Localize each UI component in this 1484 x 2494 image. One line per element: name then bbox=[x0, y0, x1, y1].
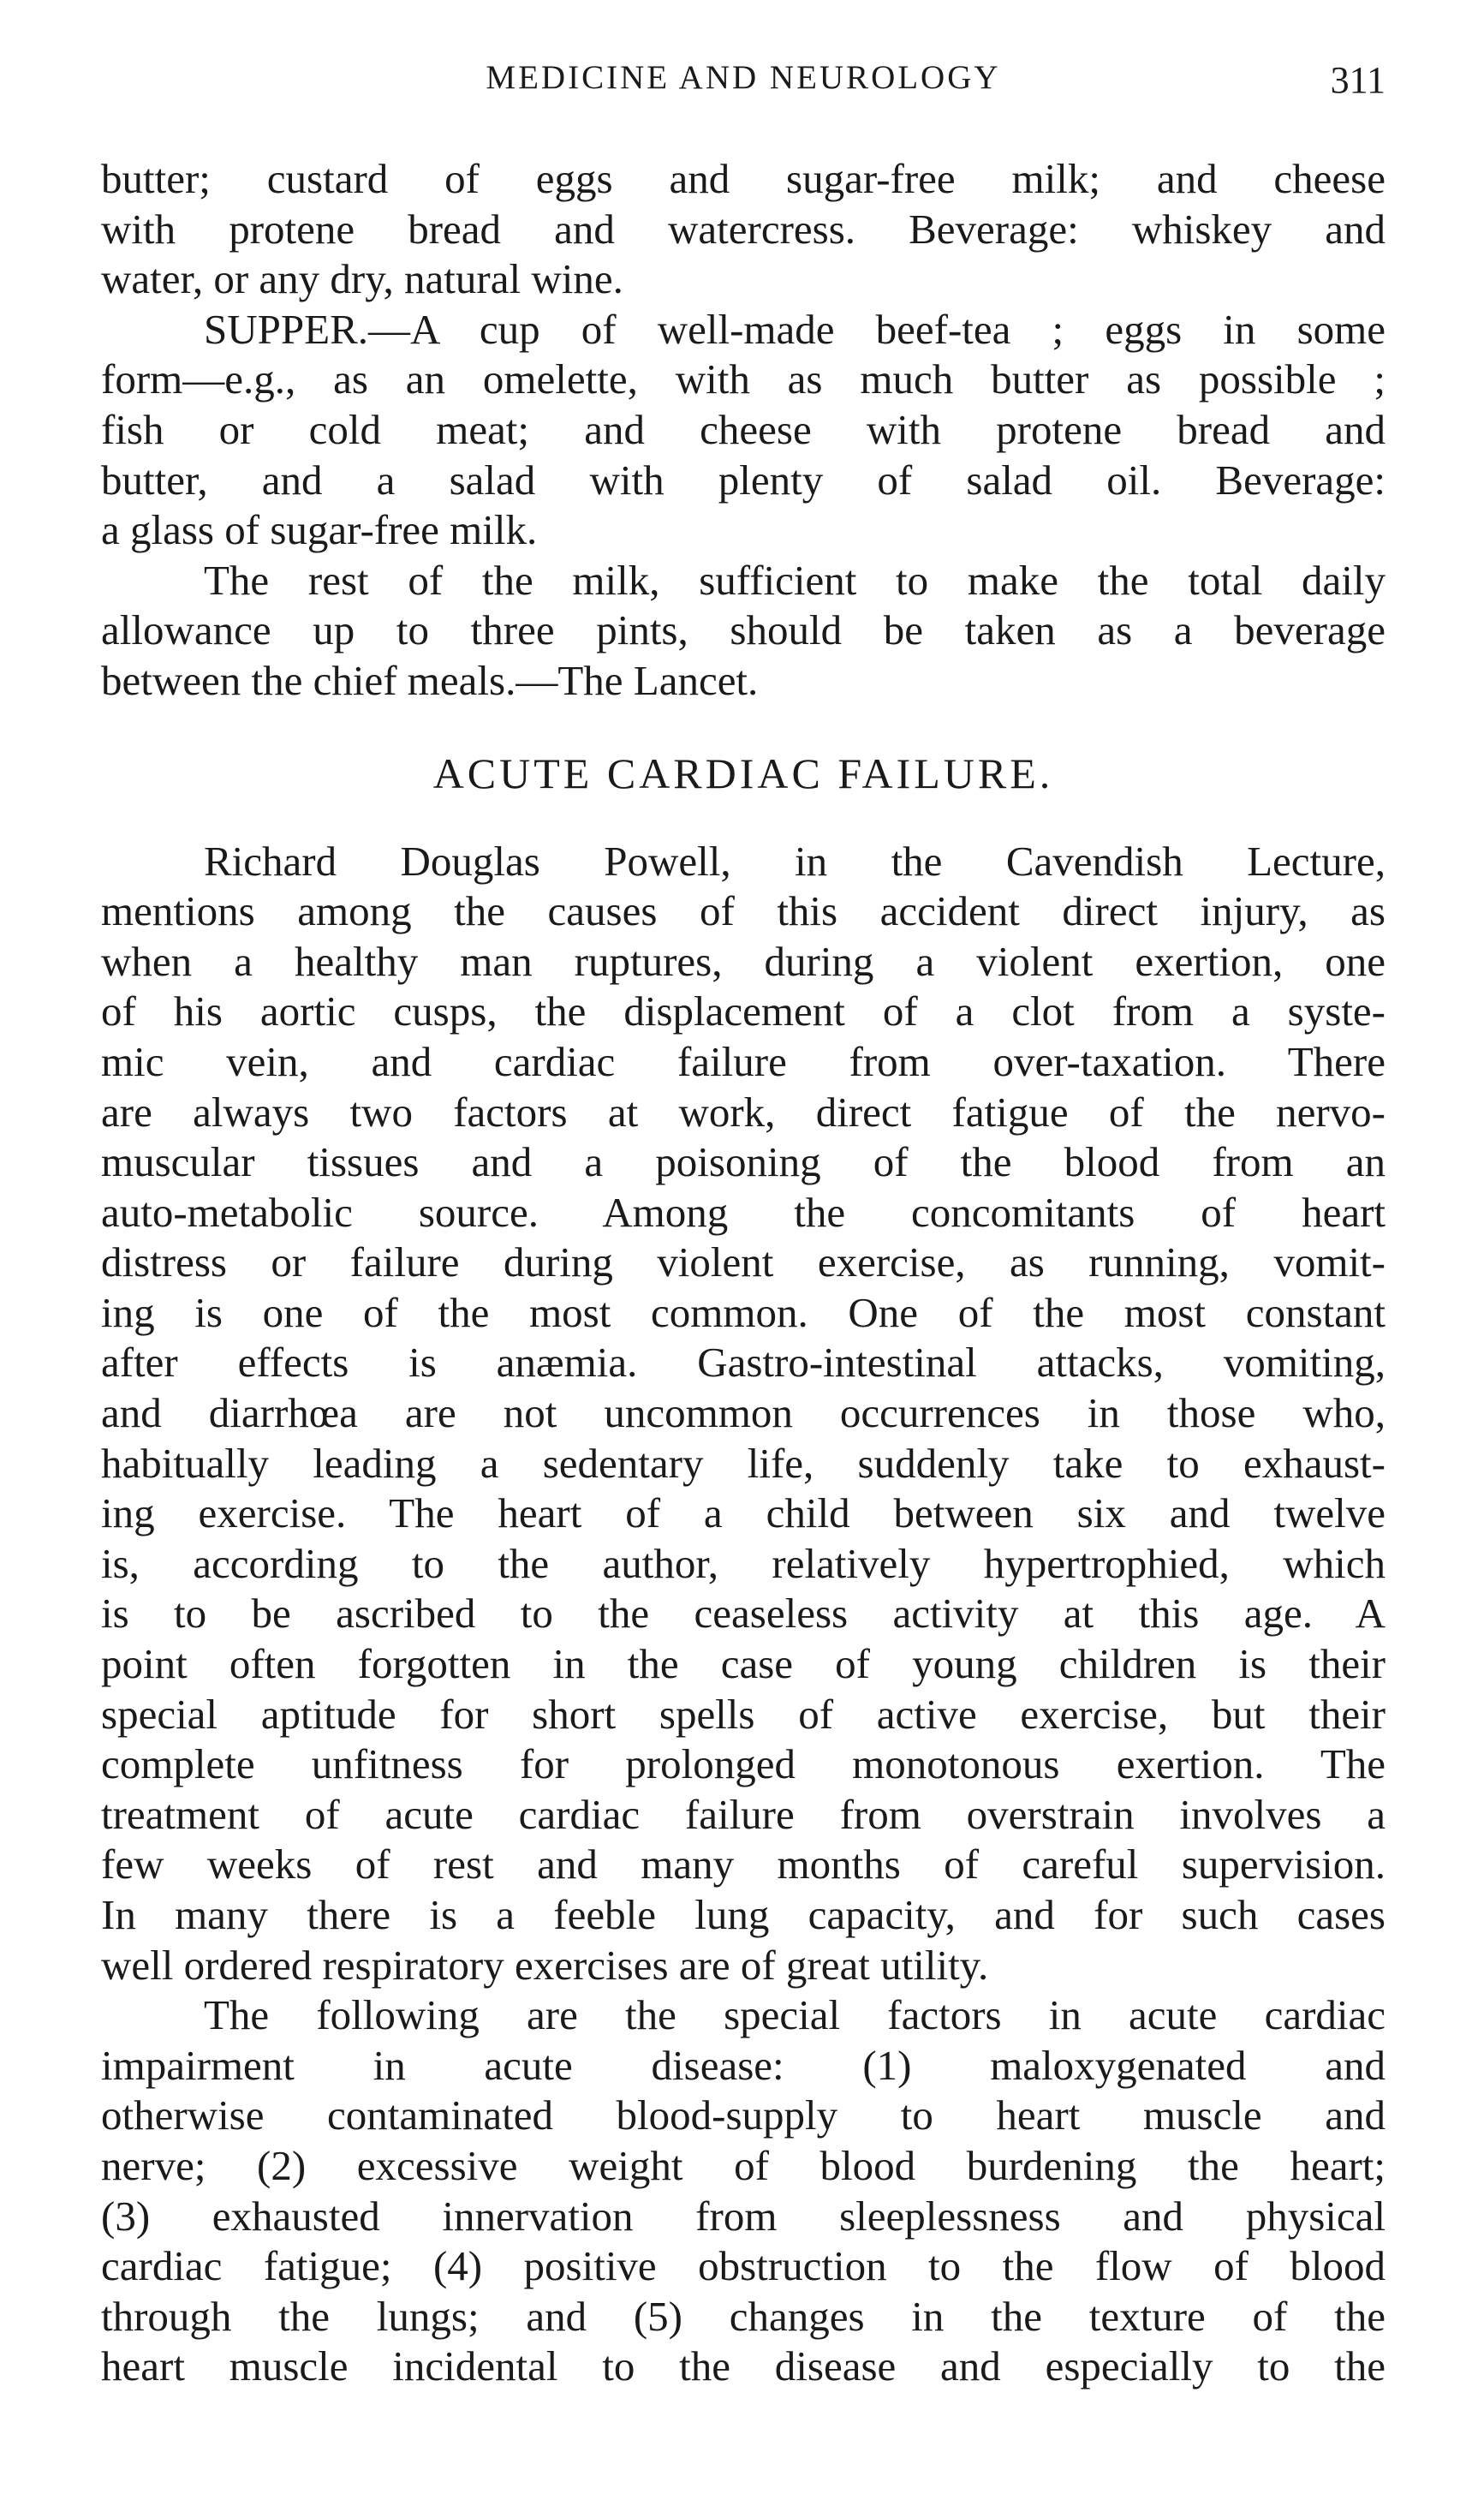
text-line: Richard Douglas Powell, in the Cavendish Lecture, bbox=[204, 837, 1386, 885]
text-line: cardiac fatigue; (4) positive obstruction to the flow of blood bbox=[101, 2242, 1386, 2290]
section-heading: ACUTE CARDIAC FAILURE. bbox=[432, 749, 1054, 797]
text-line: are always two factors at work, direct fatigue of the nervo- bbox=[101, 1088, 1386, 1136]
text-line: mic vein, and cardiac failure from over-taxation. There bbox=[101, 1037, 1386, 1085]
text-line: special aptitude for short spells of active exercise, but their bbox=[101, 1690, 1386, 1738]
text-line: (3) exhausted innervation from sleeplessness and physical bbox=[101, 2192, 1386, 2240]
text-line: allowance up to three pints, should be taken as a beverage bbox=[101, 606, 1386, 654]
text-line: with protene bread and watercress. Beverage: whiskey and bbox=[101, 205, 1386, 253]
text-line: between the chief meals.—The Lancet. bbox=[101, 656, 759, 704]
text-line: and diarrhœa are not uncommon occurrences in those who, bbox=[101, 1389, 1386, 1437]
text-line: fish or cold meat; and cheese with protene bread and bbox=[101, 405, 1386, 453]
text-line: is, according to the author, relatively hypertrophied, which bbox=[101, 1539, 1386, 1587]
text-line: few weeks of rest and many months of careful supervision. bbox=[101, 1841, 1386, 1888]
text-line: point often forgotten in the case of young children is their bbox=[101, 1640, 1386, 1688]
text-line: well ordered respiratory exercises are of great utility. bbox=[101, 1941, 989, 1989]
text-line: a glass of sugar-free milk. bbox=[101, 506, 538, 554]
text-line: ing is one of the most common. One of the most constant bbox=[101, 1288, 1386, 1336]
text-line: muscular tissues and a poisoning of the blood from an bbox=[101, 1138, 1386, 1186]
running-title: MEDICINE AND NEUROLOGY bbox=[486, 59, 1001, 96]
running-head bbox=[101, 58, 1386, 110]
text-line: butter; custard of eggs and sugar-free milk; and cheese bbox=[101, 155, 1386, 202]
text-line: treatment of acute cardiac failure from overstrain involves a bbox=[101, 1790, 1386, 1838]
text-line: The rest of the milk, sufficient to make the total daily bbox=[204, 556, 1386, 604]
text-line: mentions among the causes of this accident direct injury, as bbox=[101, 887, 1386, 935]
text-line: SUPPER.—A cup of well-made beef-tea ; eggs in some bbox=[204, 305, 1386, 353]
text-line: otherwise contaminated blood-supply to heart muscle and bbox=[101, 2091, 1386, 2139]
text-line: after effects is anæmia. Gastro-intestinal attacks, vomiting, bbox=[101, 1339, 1386, 1387]
text-line: In many there is a feeble lung capacity, and for such cases bbox=[101, 1891, 1386, 1938]
text-line: auto-metabolic source. Among the concomitants of heart bbox=[101, 1188, 1386, 1236]
text-line: habitually leading a sedentary life, suddenly take to exhaust- bbox=[101, 1439, 1386, 1487]
text-line: butter, and a salad with plenty of salad oil. Beverage: bbox=[101, 456, 1386, 504]
text-line: impairment in acute disease: (1) maloxygenated and bbox=[101, 2041, 1386, 2089]
text-line: distress or failure during violent exercise, as running, vomit- bbox=[101, 1238, 1386, 1286]
text-line: through the lungs; and (5) changes in the texture of the bbox=[101, 2292, 1386, 2340]
text-line: of his aortic cusps, the displacement of a clot from a syste- bbox=[101, 987, 1386, 1035]
text-line: ing exercise. The heart of a child between six and twelve bbox=[101, 1489, 1386, 1537]
body-text bbox=[101, 154, 1386, 2392]
text-line: complete unfitness for prolonged monotonous exertion. The bbox=[101, 1740, 1386, 1788]
page-number: 311 bbox=[1330, 59, 1386, 101]
text-line: when a healthy man ruptures, during a violent exertion, one bbox=[101, 937, 1386, 985]
text-line: nerve; (2) excessive weight of blood burdening the heart; bbox=[101, 2141, 1386, 2189]
text-line: form—e.g., as an omelette, with as much butter as possible ; bbox=[101, 355, 1386, 403]
text-line: water, or any dry, natural wine. bbox=[101, 255, 623, 303]
text-line: The following are the special factors in acute cardiac bbox=[204, 1991, 1386, 2039]
text-line: is to be ascribed to the ceaseless activity at this age. A bbox=[101, 1590, 1386, 1638]
text-line: heart muscle incidental to the disease and especially to the bbox=[101, 2342, 1386, 2390]
